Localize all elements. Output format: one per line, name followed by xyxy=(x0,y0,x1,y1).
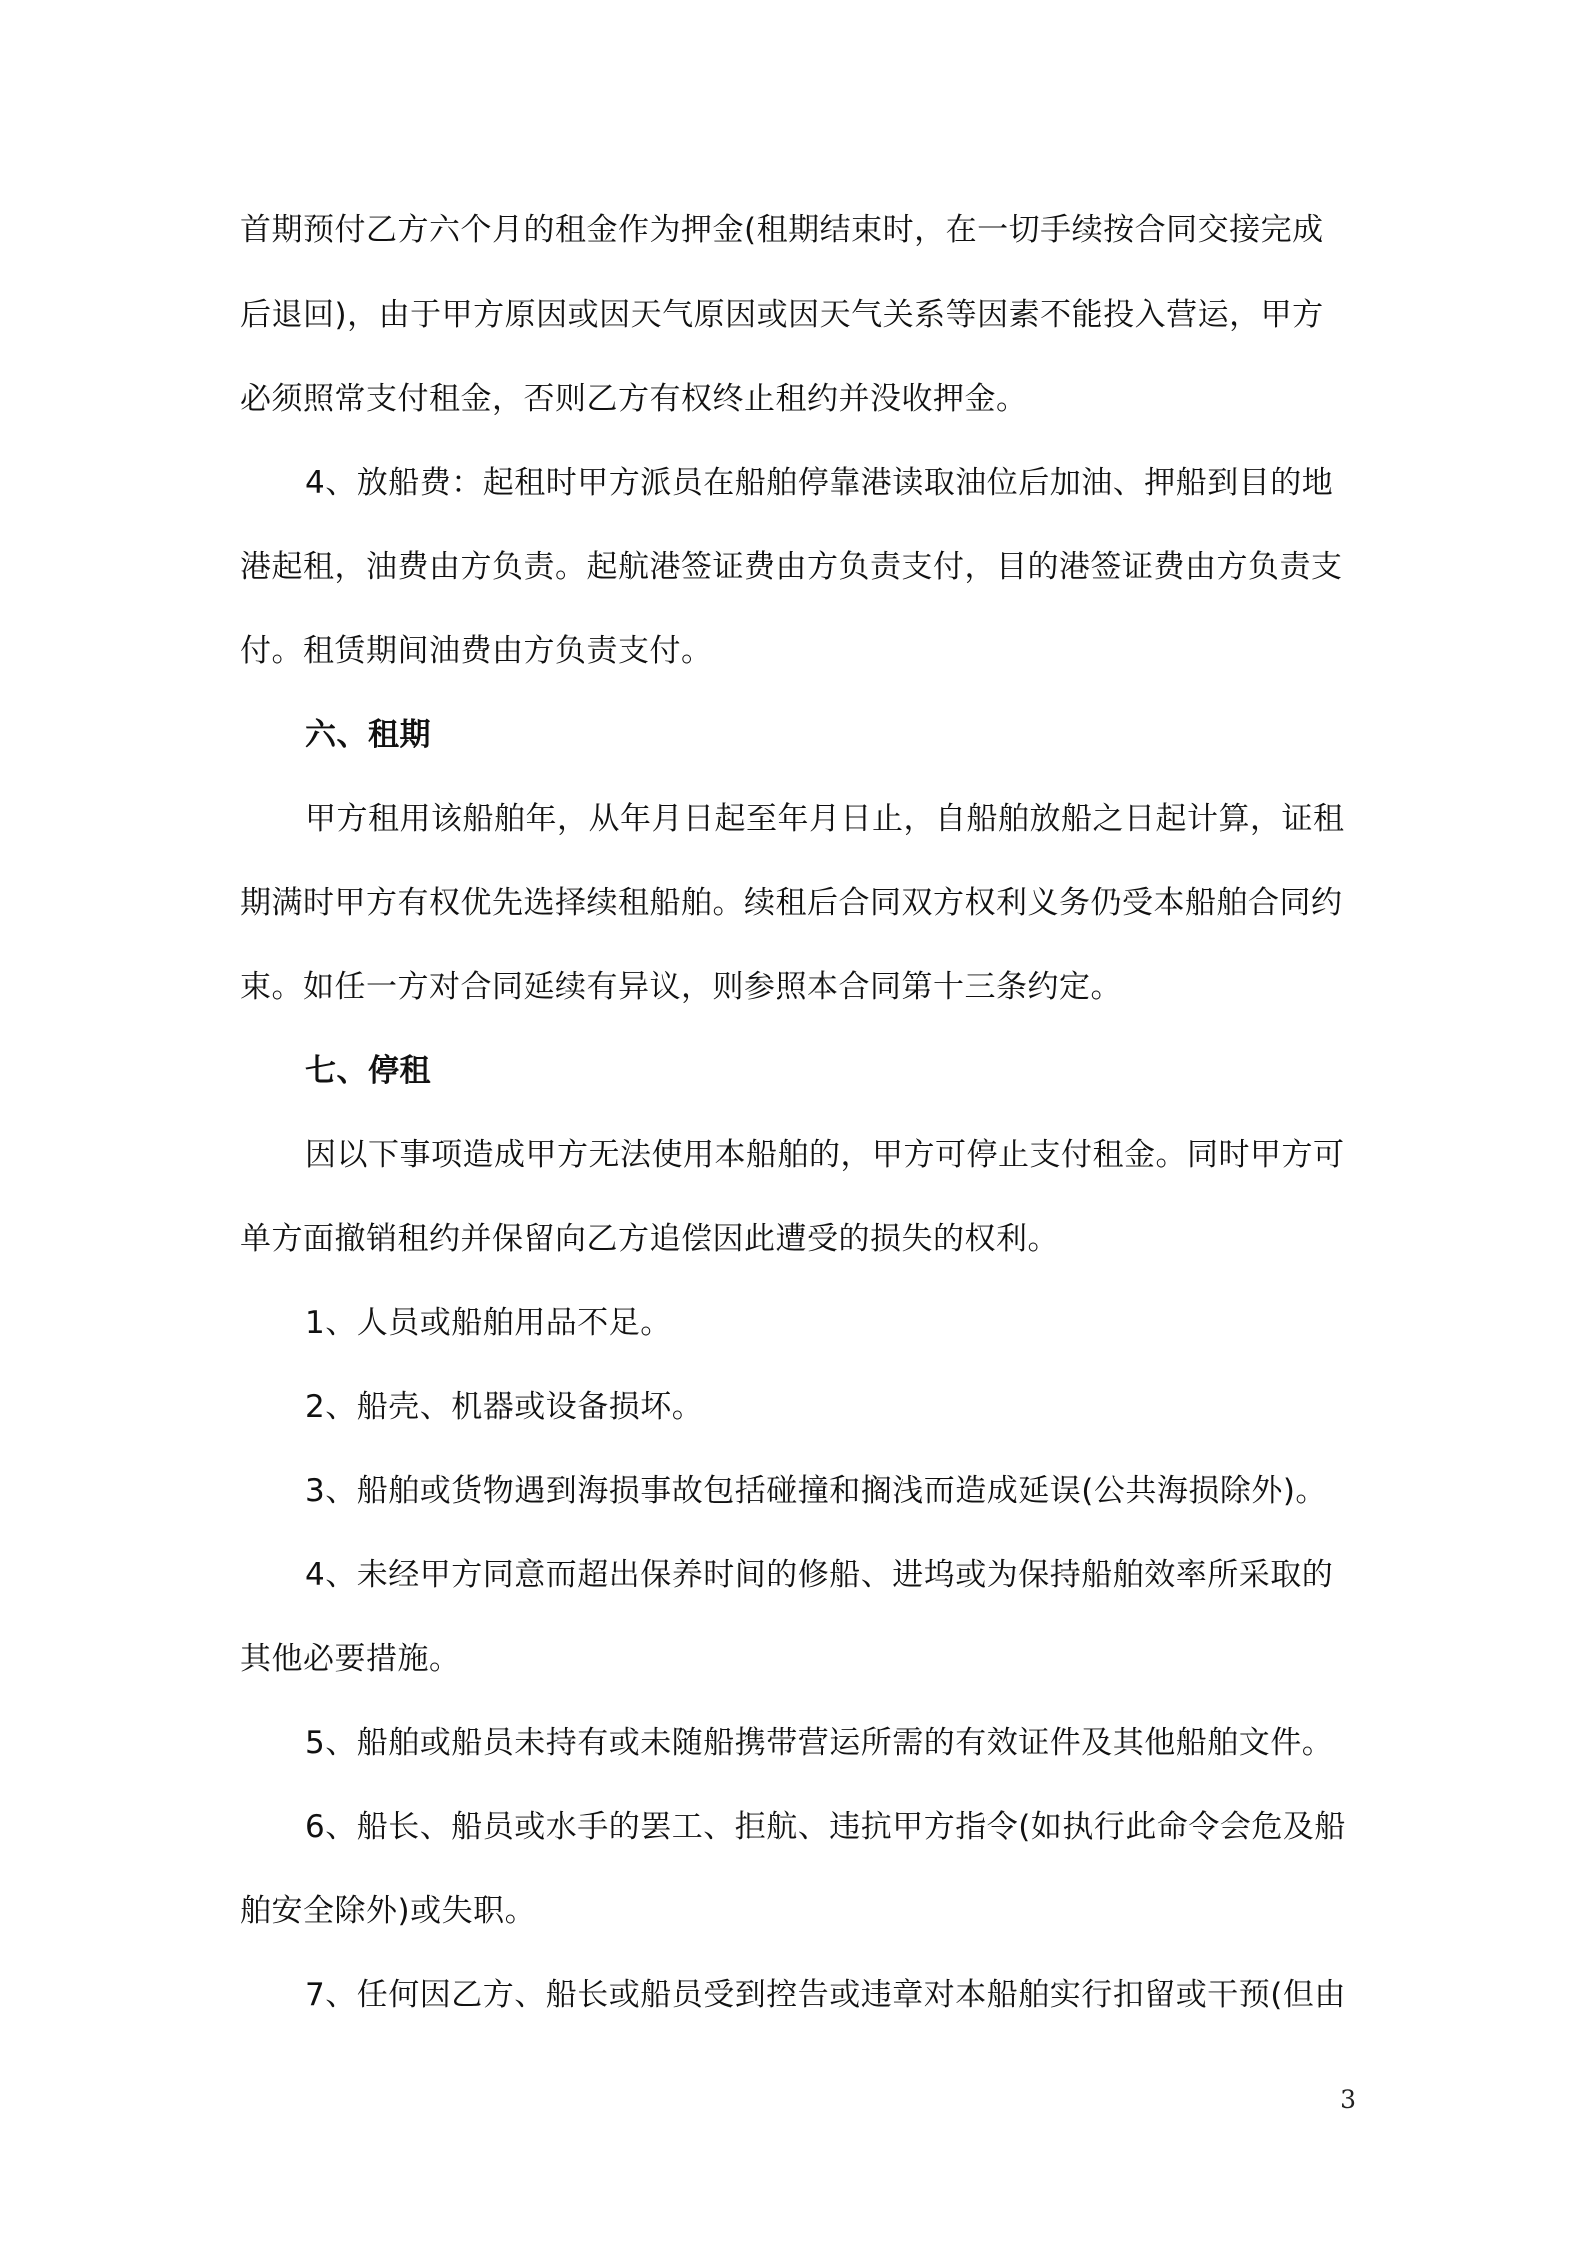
list-item: 4、未经甲方同意而超出保养时间的修船、进坞或为保持船舶效率所采取的 xyxy=(305,1557,1334,1593)
text-line: 4、放船费：起租时甲方派员在船舶停靠港读取油位后加油、押船到目的地 xyxy=(305,465,1334,501)
text-line: 其他必要措施。 xyxy=(240,1641,461,1677)
text-line: 首期预付乙方六个月的租金作为押金(租期结束时，在一切手续按合同交接完成 xyxy=(240,212,1324,248)
text-line: 因以下事项造成甲方无法使用本船舶的，甲方可停止支付租金。同时甲方可 xyxy=(305,1137,1345,1173)
text-line: 单方面撤销租约并保留向乙方追偿因此遭受的损失的权利。 xyxy=(240,1221,1059,1257)
page-number: 3 xyxy=(1340,2085,1356,2114)
list-item: 1、人员或船舶用品不足。 xyxy=(305,1305,672,1341)
section-heading: 六、租期 xyxy=(305,717,431,753)
text-line: 舶安全除外)或失职。 xyxy=(240,1893,537,1929)
list-item: 6、船长、船员或水手的罢工、拒航、违抗甲方指令(如执行此命令会危及船 xyxy=(305,1809,1346,1845)
text-line: 甲方租用该船舶年，从年月日起至年月日止，自船舶放船之日起计算，证租 xyxy=(305,801,1345,837)
list-item: 2、船壳、机器或设备损坏。 xyxy=(305,1389,704,1425)
list-item: 7、任何因乙方、船长或船员受到控告或违章对本船舶实行扣留或干预(但由 xyxy=(305,1977,1346,2013)
list-item: 5、船舶或船员未持有或未随船携带营运所需的有效证件及其他船舶文件。 xyxy=(305,1725,1334,1761)
text-line: 期满时甲方有权优先选择续租船舶。续租后合同双方权利义务仍受本船舶合同约 xyxy=(240,885,1343,921)
text-line: 束。如任一方对合同延续有异议，则参照本合同第十三条约定。 xyxy=(240,969,1122,1005)
text-line: 后退回)，由于甲方原因或因天气原因或因天气关系等因素不能投入营运，甲方 xyxy=(240,297,1324,333)
list-item: 3、船舶或货物遇到海损事故包括碰撞和搁浅而造成延误(公共海损除外)。 xyxy=(305,1473,1327,1509)
text-line: 必须照常支付租金，否则乙方有权终止租约并没收押金。 xyxy=(240,381,1028,417)
section-heading: 七、停租 xyxy=(305,1053,431,1089)
text-line: 付。租赁期间油费由方负责支付。 xyxy=(240,633,713,669)
text-line: 港起租，油费由方负责。起航港签证费由方负责支付，目的港签证费由方负责支 xyxy=(240,549,1343,585)
